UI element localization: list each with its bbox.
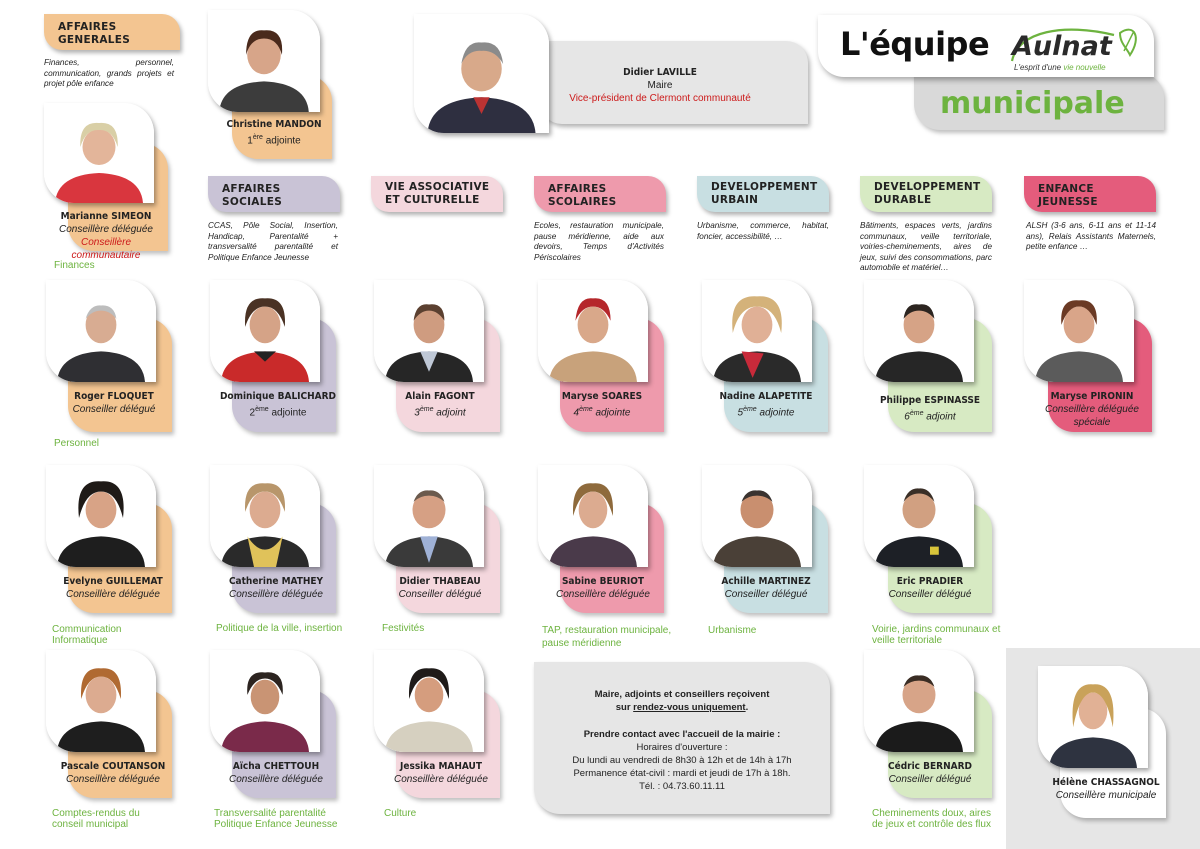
portrait-icon <box>864 280 974 382</box>
portrait-icon <box>1024 280 1134 382</box>
person-name: Roger FLOQUET <box>74 391 154 402</box>
note-thabeau: Festivités <box>382 623 425 634</box>
caption-martinez <box>710 575 822 601</box>
maire-photo <box>414 14 549 133</box>
photo-pironin <box>1024 280 1134 382</box>
header-affaires-scolaires <box>534 176 666 212</box>
portrait-icon <box>702 465 812 567</box>
person-role: 5ème adjointe <box>737 406 795 419</box>
caption-fagont <box>384 390 496 419</box>
portrait-icon <box>44 103 154 203</box>
maire-name: Didier LAVILLE <box>623 67 697 78</box>
affaires-sociales-desc: CCAS, Pôle Social, Insertion, Handicap, Parentalité + transversalité parentalité et Politique Enfance Jeunesse <box>208 221 338 262</box>
portrait-icon <box>208 10 320 112</box>
person-role: 3ème adjoint <box>414 406 466 419</box>
person-role: Conseillère municipale <box>1055 790 1157 801</box>
portrait-icon <box>864 650 974 752</box>
person-role: 6ème adjoint <box>904 410 956 423</box>
caption-bernard <box>872 760 988 786</box>
photo-mathey <box>210 465 320 567</box>
photo-bernard <box>864 650 974 752</box>
person-role: Conseillère déléguée spéciale <box>1045 404 1139 428</box>
person-role: Conseillère déléguée <box>229 589 323 600</box>
affaires-scolaires-desc: Ecoles, restauration municipale, pause méridienne, aide aux devoirs, Temps d'Activités Périscolaires <box>534 221 664 262</box>
portrait-icon <box>538 280 648 382</box>
person-name: Maryse SOARES <box>561 391 643 402</box>
photo-martinez <box>702 465 812 567</box>
photo-thabeau <box>374 465 484 567</box>
caption-chassagnol <box>1044 776 1168 802</box>
person-role: 4ème adjointe <box>573 406 631 419</box>
aulnat-logo <box>1004 21 1144 75</box>
portrait-icon <box>864 465 974 567</box>
note-pradier: Voirie, jardins communaux et veille territoriale <box>872 624 1001 646</box>
portrait-icon <box>374 465 484 567</box>
photo-mahaut <box>374 650 484 752</box>
person-role: 2ème adjointe <box>249 406 307 419</box>
person-name: Cédric BERNARD <box>888 761 972 772</box>
photo-fagont <box>374 280 484 382</box>
note-guillemat: Communication Informatique <box>52 624 122 646</box>
header-label: AFFAIRES SOCIALES <box>222 183 283 208</box>
contact-line: Maire, adjoints et conseillers reçoivent <box>594 689 770 700</box>
person-name: Didier THABEAU <box>399 576 481 587</box>
header-vie-associative <box>371 176 503 212</box>
header-label: ET CULTURELLE <box>385 194 480 206</box>
caption-thabeau <box>384 575 496 601</box>
photo-floquet <box>46 280 156 382</box>
logo-name: Aulnat <box>1012 31 1112 62</box>
portrait-icon <box>414 14 549 133</box>
title-right: municipale <box>940 86 1125 121</box>
photo-soares <box>538 280 648 382</box>
caption-mathey <box>218 575 334 601</box>
person-name: Eric PRADIER <box>896 576 964 587</box>
person-name: Dominique BALICHARD <box>219 391 337 402</box>
portrait-icon <box>210 650 320 752</box>
caption-soares <box>546 390 658 419</box>
caption-alapetite <box>710 390 822 419</box>
caption-pironin <box>1036 390 1148 429</box>
note-beuriot: TAP, restauration municipale, pause méridienne <box>542 625 672 649</box>
header-enfance-jeunesse <box>1024 176 1156 212</box>
title-box <box>818 15 1154 77</box>
portrait-icon <box>46 650 156 752</box>
person-name: Aïcha CHETTOUH <box>232 761 320 772</box>
person-role: Conseillère déléguée <box>59 224 153 235</box>
portrait-icon <box>210 465 320 567</box>
contact-line: sur rendez-vous uniquement. <box>615 702 749 713</box>
note-coutanson: Comptes-rendus du conseil municipal <box>52 808 140 830</box>
note-floquet: Personnel <box>54 438 100 449</box>
note-simeon: Finances <box>54 260 95 271</box>
affaires-generales-desc: Finances, personnel, communication, grands projets et projet pôle enfance <box>44 58 174 88</box>
title-left: L'équipe <box>840 25 990 63</box>
person-role: 1ère adjointe <box>247 134 301 147</box>
header-affaires-generales <box>44 14 180 50</box>
portrait-icon <box>702 280 812 382</box>
person-name: Catherine MATHEY <box>228 576 324 587</box>
header-label: ENFANCE JEUNESSE <box>1038 183 1098 208</box>
person-name: Jessika MAHAUT <box>400 761 482 772</box>
photo-balichard <box>210 280 320 382</box>
portrait-icon <box>538 465 648 567</box>
person-name: Nadine ALAPETITE <box>719 391 813 402</box>
contact-phone: Tél. : 04.73.60.11.11 <box>639 781 725 792</box>
header-developpement-durable <box>860 176 992 212</box>
person-name: Sabine BEURIOT <box>561 576 645 587</box>
portrait-icon <box>374 650 484 752</box>
header-affaires-sociales <box>208 176 340 212</box>
contact-line: Horaires d'ouverture : <box>636 742 728 753</box>
person-role: Conseiller délégué <box>888 589 972 600</box>
header-label: DEVELOPPEMENT <box>874 181 981 193</box>
developpement-urbain-desc: Urbanisme, commerce, habitat, foncier, accessibilité, … <box>697 221 829 241</box>
caption-beuriot <box>546 575 660 601</box>
note-mathey: Politique de la ville, insertion <box>216 623 343 634</box>
person-name: Maryse PIRONIN <box>1050 391 1134 402</box>
person-name: Achille MARTINEZ <box>721 576 811 587</box>
note-mahaut: Culture <box>384 808 417 819</box>
caption-mahaut <box>384 760 498 786</box>
maire-extra: Vice-président de Clermont communauté <box>569 93 751 104</box>
person-name: Hélène CHASSAGNOL <box>1052 777 1160 788</box>
person-name: Pascale COUTANSON <box>60 761 166 772</box>
caption-floquet <box>58 390 170 416</box>
caption-balichard <box>218 390 338 419</box>
developpement-durable-desc: Bâtiments, espaces verts, jardins communaux, veille territoriale, voiries-cheminements, aires de jeux, suivi des consommations, parc automobile et matériel… <box>860 221 992 272</box>
photo-mandon <box>208 10 320 112</box>
person-name: Evelyne GUILLEMAT <box>63 576 163 587</box>
person-role: Conseiller délégué <box>888 774 972 785</box>
photo-chassagnol <box>1038 666 1148 768</box>
portrait-icon <box>46 465 156 567</box>
photo-simeon <box>44 103 154 203</box>
photo-coutanson <box>46 650 156 752</box>
photo-chettouh <box>210 650 320 752</box>
portrait-icon <box>46 280 156 382</box>
caption-chettouh <box>218 760 334 786</box>
note-bernard: Cheminements doux, aires de jeux et contrôle des flux <box>872 808 991 830</box>
person-role: Conseillère déléguée <box>394 774 488 785</box>
note-martinez: Urbanisme <box>708 625 757 636</box>
person-role: Conseillère déléguée <box>556 589 650 600</box>
photo-espinasse <box>864 280 974 382</box>
header-label: AFFAIRES SCOLAIRES <box>548 183 617 208</box>
person-role: Conseiller délégué <box>398 589 482 600</box>
portrait-icon <box>1038 666 1148 768</box>
person-role: Conseiller délégué <box>72 404 156 415</box>
header-label: DURABLE <box>874 194 932 206</box>
photo-alapetite <box>702 280 812 382</box>
note-chettouh: Transversalité parentalité Politique Enfance Jeunesse <box>214 808 338 830</box>
person-role: Conseillère déléguée <box>229 774 323 785</box>
person-name: Christine MANDON <box>226 119 322 130</box>
photo-pradier <box>864 465 974 567</box>
enfance-jeunesse-desc: ALSH (3-6 ans, 6-11 ans et 11-14 ans), Relais Assistants Maternels, petite enfance … <box>1026 221 1156 251</box>
caption-coutanson <box>54 760 172 786</box>
person-role: Conseillère déléguée <box>66 774 160 785</box>
header-label: AFFAIRES GENERALES <box>58 21 131 46</box>
person-name: Marianne SIMEON <box>60 211 152 222</box>
caption-mandon <box>222 118 326 147</box>
logo-tagline: L'esprit d'une vie nouvelle <box>1014 63 1106 72</box>
person-name: Alain FAGONT <box>405 391 475 402</box>
header-label: URBAIN <box>711 194 759 206</box>
contact-box <box>534 662 830 814</box>
photo-guillemat <box>46 465 156 567</box>
caption-simeon <box>46 210 166 262</box>
contact-line: Permanence état-civil : mardi et jeudi de 17h à 18h. <box>573 768 791 779</box>
portrait-icon <box>210 280 320 382</box>
person-extra: Conseillère communautaire <box>71 237 141 261</box>
caption-guillemat <box>56 575 170 601</box>
contact-line: Prendre contact avec l'accueil de la mairie : <box>583 729 781 740</box>
person-name: Philippe ESPINASSE <box>879 395 981 406</box>
caption-espinasse <box>872 394 988 423</box>
caption-pradier <box>872 575 988 601</box>
photo-beuriot <box>538 465 648 567</box>
contact-line: Du lundi au vendredi de 8h30 à 12h et de 14h à 17h <box>572 755 792 766</box>
header-developpement-urbain <box>697 176 829 212</box>
header-label: VIE ASSOCIATIVE <box>385 181 490 193</box>
maire-caption <box>550 66 770 105</box>
header-label: DEVELOPPEMENT <box>711 181 818 193</box>
person-role: Conseiller délégué <box>724 589 808 600</box>
maire-role: Maire <box>647 80 673 91</box>
portrait-icon <box>374 280 484 382</box>
person-role: Conseillère déléguée <box>66 589 160 600</box>
